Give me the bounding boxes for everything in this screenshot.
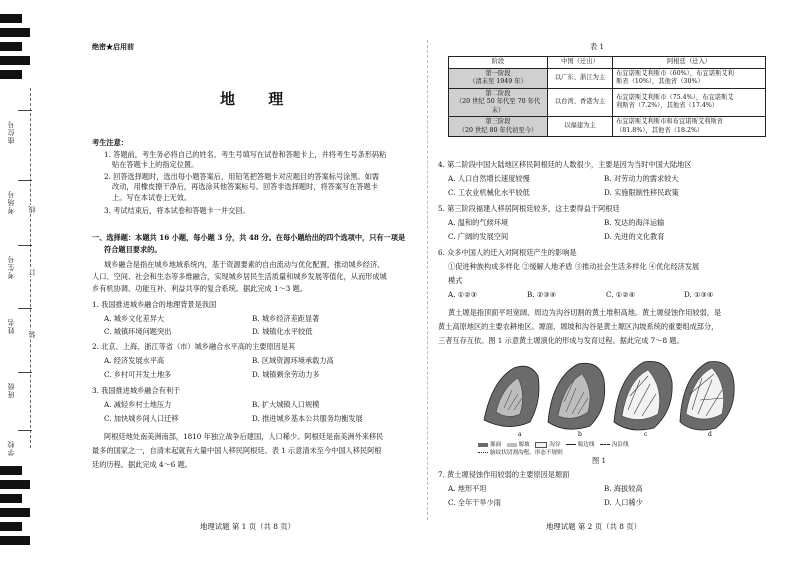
figure-label-b: b [578,431,582,438]
legend-swatch-edge-line [566,444,576,445]
question-2-stem: 2. 北京、上海、浙江等省（市）城乡融合水平高的主要原因是其 [92,342,296,351]
table-row [449,88,766,117]
q5-option-c: C. 广阔的发展空间 [448,232,509,241]
dest-cell: 布宜诺斯艾利斯市（75.4%），布宜诺斯艾 [616,93,734,101]
notice-line: 上。写在本试卷上无效。 [112,193,192,202]
q4-option-b: B. 对劳动力的需求较大 [604,174,679,183]
seat-no-label: 座位号 [7,120,15,144]
q7-option-b: B. 海拔较高 [604,484,643,493]
notice-line: 贴在答题卡上的指定位置。 [112,160,199,169]
legend-swatch-slope [507,443,517,447]
stage-a-tableland [484,366,539,426]
stage-d-tableland [680,361,734,430]
table-header: 阶段 [449,57,548,69]
confidential-mark: 绝密★启用前 [92,42,134,51]
school-label: 学校 [7,440,15,456]
q5-option-d: D. 先进的文化教育 [604,232,665,241]
page-title: 地 理 [220,90,298,108]
legend-label: 塬坡 [518,442,530,448]
notice-line: 1. 答题前，考生务必将自己的姓名、考生号填写在试卷和答题卡上，并将考生号条形码粘 [104,150,387,159]
table-row [449,68,766,88]
legend-swatch-plateau [478,443,488,447]
dest-cell: 布宜诺斯艾利斯市和布宜诺斯艾利斯省 [616,118,724,125]
stage-cell: 第三阶段 [485,118,511,125]
q3-option-a: A. 减轻乡村土地压力 [104,400,172,409]
mark-zhuang: 装 [28,330,36,338]
q2-option-b: B. 区域资源环境承载力高 [252,356,334,365]
q3-option-c: C. 加快城乡间人口迁移 [104,414,179,423]
exam-no-label: 考生号 [7,255,15,279]
question-3-stem: 3. 我国推进城乡融合有利于 [92,386,181,395]
passage1-line: 人口、空间、社会和生态等多维融合，实现城乡居民生活质量和城乡发展等值化，从而形成城 [92,272,387,281]
period-cell: （20 世纪 50 年代至 70 年代末） [455,98,541,114]
notice-line: 2. 回答选择题时，选出每小题答案后，用铅笔把答题卡对应题目的答案标号涂黑。如需 [104,172,380,181]
figure-legend-row2 [478,448,563,456]
table-header: 阿根廷（迁入） [613,57,766,69]
q4-option-a: A. 人口自然增长速度较慢 [448,174,530,183]
migration-table [448,56,766,137]
question-6-stem: 6. 众多中国人的迁入对阿根廷产生的影响是 [438,248,577,257]
stage-cell: 第一阶段 [485,69,511,77]
origin-cell: 以广东、浙江为主 [548,68,613,88]
dest-cell: 斯省（10%），其他省（30%） [616,78,704,85]
figure-caption: 图 1 [592,456,607,465]
legend-swatch-dissection [478,452,488,453]
passage3-line: 三者互存互依。图 1 示意黄土塬演化的形成与发育过程。据此完成 7～8 题。 [438,336,684,345]
page-divider [427,40,428,520]
mark-ding: 订 [28,268,36,276]
passage3-line: 黄土塬是指顶面平坦宽阔、周边为沟谷切割的黄土堆积高地。黄土塬侵蚀作用较弱，是 [448,308,722,317]
passage2-line: 廷的历程。据此完成 4～6 题。 [92,460,192,469]
room-no-label: 考场号 [7,190,15,214]
dest-cell: 布宜诺斯艾利斯市（60%），布宜诺斯艾利 [616,69,734,77]
passage2-line: 阿根廷地处南美洲南部，1810 年独立战争后建国，人口稀少。阿根廷是南美洲外来移民 [104,432,384,441]
class-label: 班级 [7,382,15,398]
q6-option-a: A. ①②③ [448,290,478,299]
notice-line: 3. 考试结束后，将本试卷和答题卡一并交回。 [104,206,250,215]
passage1-line: 乡有机协调、功能互补、利益共享的复合系统。据此完成 1～3 题。 [92,284,307,293]
q6-option-b: B. ②③④ [527,290,557,299]
loess-evolution-figure [478,350,738,438]
passage2-line: 最多的国家之一，自清末起就有大量中国人移民阿根廷。表 1 示意清末至今中国人移民阿根 [92,446,382,455]
q2-option-d: D. 城镇剩余劳动力多 [252,370,320,379]
q4-option-c: C. 工农业机械化水平较低 [448,188,530,197]
name-label: 姓名 [7,318,15,334]
legend-label: 脑纹状切割沟壑，形态不规则 [490,450,563,456]
legend-label: 沟谷 [549,442,561,448]
table-header: 中国（迁出） [548,57,613,69]
section-heading: 一、选择题：本题共 16 小题，每小题 3 分，共 48 分。在每小题给出的四个选项中，只有一项是 [92,233,406,242]
legend-swatch-gully-line [600,444,610,445]
q1-option-b: B. 城乡经济差距显著 [252,314,320,323]
page-footer-left: 地理试题 第 1 页（共 8 页） [200,522,296,531]
q3-option-d: D. 推进城乡基本公共服务均衡发展 [252,414,363,423]
q5-option-b: B. 发达的海洋运输 [604,218,665,227]
q5-option-a: A. 温和的气候环境 [448,218,509,227]
q6-statements-cont: 模式 [448,276,463,285]
q7-option-c: C. 全年干旱少雨 [448,498,501,507]
passage3-line: 黄土高原地区的主要农耕地区。塬面、塬坡和沟谷是黄土塬区沟坡系统的重要组成部分， [438,322,719,331]
table-row [449,117,766,137]
dest-cell: （81.8%），其他省（18.2%） [616,126,704,134]
period-cell: （20 世纪 80 年代初至今） [458,126,538,134]
figure-label-d: d [708,431,712,438]
origin-cell: 以福建为主 [548,117,613,137]
q1-option-d: D. 城镇化水平较低 [252,327,313,336]
mark-xian: 线 [28,205,36,213]
period-cell: （清末至 1949 年） [469,78,527,85]
question-7-stem: 7. 黄土塬侵蚀作用较弱的主要原因是塬面 [438,470,570,479]
stage-cell: 第二阶段 [485,89,511,97]
section-heading-cont: 符合题目要求的。 [104,245,162,254]
passage1-line: 城乡融合是指在城乡地域系统内，基于资源要素的自由流动与优化配置，推动城乡经济、 [104,260,385,269]
page-footer-right: 地理试题 第 2 页（共 8 页） [546,522,642,531]
q6-statements: ①促进种族构成多样化 ②缓解人地矛盾 ③推动社会生活多样化 ④优化经济发展 [448,262,700,271]
q6-option-d: D. ①③④ [684,290,714,299]
q7-option-d: D. 人口稀少 [604,498,643,507]
q2-option-a: A. 经济发展水平高 [104,356,165,365]
figure-label-c: c [644,431,648,438]
figure-label-a: a [518,431,522,438]
origin-cell: 以台湾、香港为主 [548,88,613,117]
question-4-stem: 4. 第二阶段中国大陆地区移民阿根廷的人数很少，主要是因为当时中国大陆地区 [438,160,692,169]
q7-option-a: A. 地形平坦 [448,484,487,493]
notice-line: 改动，用橡皮擦干净后，再选涂其他答案标号。回答非选择题时，将答案写在答题卡 [112,182,378,191]
q4-option-d: D. 实施限制性移民政策 [604,188,679,197]
question-5-stem: 5. 第三阶段福建人移居阿根廷较多，这主要得益于阿根廷 [438,204,620,213]
legend-label: 塬边线 [577,442,595,448]
figure-legend [478,440,629,448]
legend-swatch-gully [535,442,547,448]
q2-option-c: C. 乡村可开发土地多 [104,370,172,379]
q1-option-a: A. 城乡文化差异大 [104,314,165,323]
stage-c-tableland [614,361,672,430]
q3-option-b: B. 扩大城镇人口规模 [252,400,320,409]
table-title: 表 1 [590,42,605,51]
q6-option-c: C. ①②④ [606,290,636,299]
legend-label: 塬面 [490,442,502,448]
stage-b-tableland [548,363,605,429]
question-1-stem: 1. 我国推进城乡融合的地理背景是我国 [92,300,217,309]
legend-label: 沟沿线 [611,442,629,448]
q1-option-c: C. 城镇环境问题突出 [104,327,172,336]
notice-title: 考生注意： [92,138,128,147]
dest-cell: 利斯省（7.2%），其他省（17.4%） [616,102,719,110]
